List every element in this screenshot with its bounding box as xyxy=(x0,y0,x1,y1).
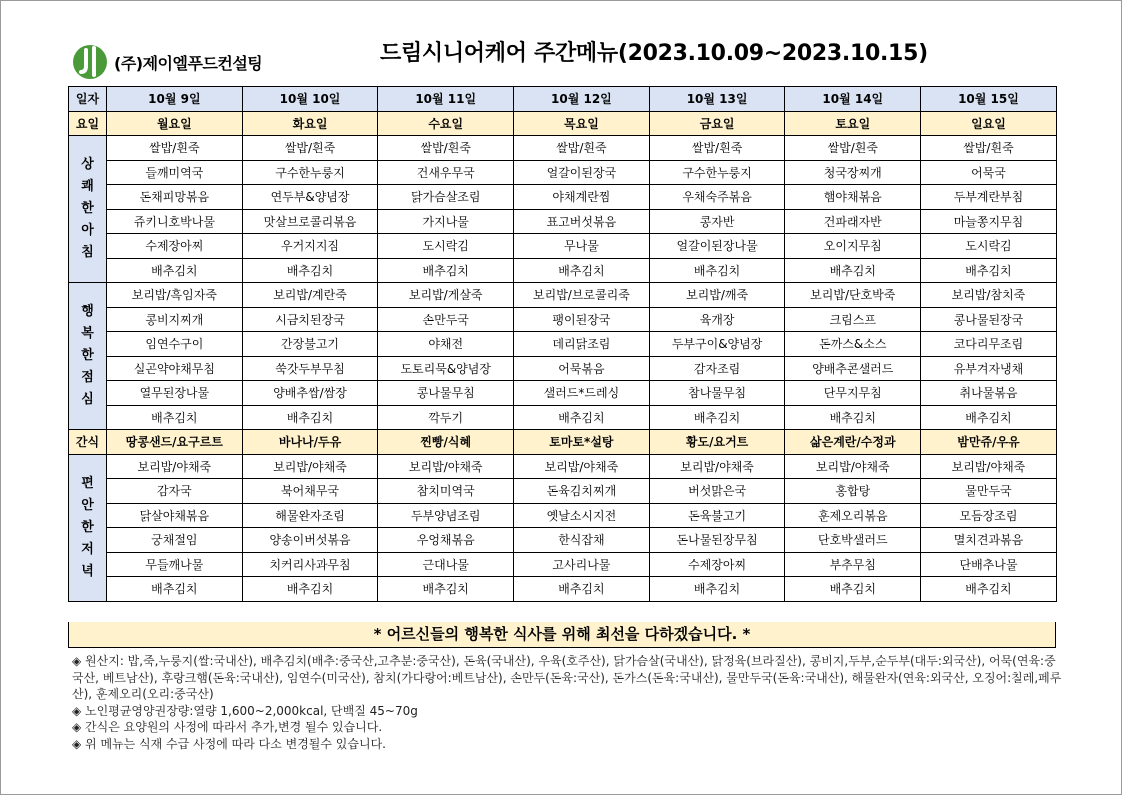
menu-item: 수제장아찌 xyxy=(649,552,785,577)
menu-item: 어묵볶음 xyxy=(514,356,650,381)
menu-item: 배추김치 xyxy=(107,577,243,602)
company-logo xyxy=(72,40,262,84)
menu-item: 임연수구이 xyxy=(107,332,243,357)
menu-item: 콩나물된장국 xyxy=(921,307,1057,332)
menu-item: 돈채피망볶음 xyxy=(107,185,243,210)
menu-item: 코다리무조림 xyxy=(921,332,1057,357)
snack-cell: 토마토*설탕 xyxy=(514,430,650,455)
menu-item: 배추김치 xyxy=(107,405,243,430)
meal-section-label-stack xyxy=(69,301,106,411)
day-cell: 수요일 xyxy=(378,111,514,136)
menu-item: 배추김치 xyxy=(785,405,921,430)
logo-mark-icon xyxy=(72,42,108,82)
menu-item: 크림스프 xyxy=(785,307,921,332)
day-cell: 토요일 xyxy=(785,111,921,136)
menu-item: 고사리나물 xyxy=(514,552,650,577)
menu-item: 양배추콘샐러드 xyxy=(785,356,921,381)
menu-item: 배추김치 xyxy=(649,577,785,602)
menu-item: 야채전 xyxy=(378,332,514,357)
menu-item: 닭살야채볶음 xyxy=(107,503,243,528)
meal-section-label-char: 쾌 xyxy=(81,179,94,194)
menu-item: 두부계란부침 xyxy=(921,185,1057,210)
meal-row xyxy=(69,258,1057,283)
menu-item: 쌀밥/흰죽 xyxy=(514,136,650,161)
menu-item: 쑥갓두부무침 xyxy=(242,356,378,381)
meal-section-label-char: 편 xyxy=(81,475,94,491)
menu-item: 쌀밥/흰죽 xyxy=(242,136,378,161)
menu-item: 배추김치 xyxy=(921,577,1057,602)
note-line: ◈ 위 메뉴는 식재 수급 사정에 따라 다소 변경될수 있습니다. xyxy=(72,736,386,751)
meal-section-label xyxy=(69,136,107,283)
snack-cell: 밤만쥬/우유 xyxy=(921,430,1057,455)
menu-item: 배추김치 xyxy=(378,577,514,602)
menu-item: 보리밥/야채죽 xyxy=(649,454,785,479)
menu-item: 훈제오리볶음 xyxy=(785,503,921,528)
menu-item: 보리밥/깨죽 xyxy=(649,283,785,308)
menu-item: 보리밥/참치죽 xyxy=(921,283,1057,308)
menu-item: 배추김치 xyxy=(514,577,650,602)
menu-item: 양송이버섯볶음 xyxy=(242,528,378,553)
menu-item: 쌀밥/흰죽 xyxy=(378,136,514,161)
menu-item: 마늘쫑지무침 xyxy=(921,209,1057,234)
day-row xyxy=(69,111,1057,136)
menu-item: 표고버섯볶음 xyxy=(514,209,650,234)
menu-item: 들깨미역국 xyxy=(107,160,243,185)
menu-item: 햄야채볶음 xyxy=(785,185,921,210)
menu-item: 홍합탕 xyxy=(785,479,921,504)
meal-row xyxy=(69,405,1057,430)
menu-item: 참나물무침 xyxy=(649,381,785,406)
menu-item: 간장불고기 xyxy=(242,332,378,357)
menu-item: 감자조림 xyxy=(649,356,785,381)
menu-item: 쌀밥/흰죽 xyxy=(921,136,1057,161)
meal-row xyxy=(69,185,1057,210)
menu-item: 해물완자조림 xyxy=(242,503,378,528)
menu-item: 보리밥/계란죽 xyxy=(242,283,378,308)
snack-cell: 바나나/두유 xyxy=(242,430,378,455)
menu-item: 콩비지찌개 xyxy=(107,307,243,332)
menu-item: 구수한누룽지 xyxy=(242,160,378,185)
menu-item: 무나물 xyxy=(514,234,650,259)
menu-item: 버섯맑은국 xyxy=(649,479,785,504)
menu-item: 샐러드*드레싱 xyxy=(514,381,650,406)
meal-section-label-stack xyxy=(69,154,106,264)
menu-item: 배추김치 xyxy=(921,405,1057,430)
menu-item: 배추김치 xyxy=(242,258,378,283)
meal-section-label-char: 한 xyxy=(81,519,94,535)
menu-item: 배추김치 xyxy=(242,577,378,602)
menu-item: 멸치견과볶음 xyxy=(921,528,1057,553)
meal-section-label-char: 녁 xyxy=(81,563,94,579)
meal-section-label-char: 심 xyxy=(81,392,94,407)
menu-item: 보리밥/단호박죽 xyxy=(785,283,921,308)
menu-item: 육개장 xyxy=(649,307,785,332)
menu-item: 도시락김 xyxy=(378,234,514,259)
meal-row xyxy=(69,209,1057,234)
logo-text: (주)제이엘푸드컨설팅 xyxy=(114,53,263,73)
menu-item: 배추김치 xyxy=(921,258,1057,283)
menu-item: 우엉채볶음 xyxy=(378,528,514,553)
date-row xyxy=(69,87,1057,112)
menu-item: 배추김치 xyxy=(242,405,378,430)
note-line: ◈ 원산지: 밥,죽,누룽지(쌀:국내산), 배추김치(배추:중국산,고추분:중국산), 돈육(국내산), 우육(호주산), 닭가슴살(국내산), 닭정육(브라질산), 콩비지,두부,순두부(대두:외국산), 어묵(연육:중국산, 베트남산), 후랑크햄(돈육:국내산), 임연수(미국산), 참치(가다랑어:베트남산), 손만두(돈육:국산), 돈가스(돈육:국내산), 물만두국(돈육:국내산), 해물완자(연육:외국산, 오징어:칠레,페루산), 훈제오리(오리:중국산) xyxy=(72,654,1062,701)
footer-message: * 어르신들의 행복한 식사를 위해 최선을 다하겠습니다. * xyxy=(68,622,1056,648)
menu-item: 부추무침 xyxy=(785,552,921,577)
menu-item: 보리밥/야채죽 xyxy=(921,454,1057,479)
meal-row xyxy=(69,528,1057,553)
menu-item: 물만두국 xyxy=(921,479,1057,504)
menu-item: 도토리묵&양념장 xyxy=(378,356,514,381)
menu-item: 단호박샐러드 xyxy=(785,528,921,553)
meal-section-label-char: 점 xyxy=(81,370,94,385)
meal-row xyxy=(69,160,1057,185)
menu-item: 배추김치 xyxy=(785,258,921,283)
menu-item: 단무지무침 xyxy=(785,381,921,406)
menu-item: 배추김치 xyxy=(649,258,785,283)
menu-item: 취나물볶음 xyxy=(921,381,1057,406)
date-cell: 10월 15일 xyxy=(921,87,1057,112)
menu-item: 야채계란찜 xyxy=(514,185,650,210)
menu-item: 깍두기 xyxy=(378,405,514,430)
meal-section-label-char: 한 xyxy=(81,348,94,363)
meal-section-label xyxy=(69,454,107,601)
menu-item: 쌀밥/흰죽 xyxy=(107,136,243,161)
day-cell: 목요일 xyxy=(514,111,650,136)
menu-item: 무들깨나물 xyxy=(107,552,243,577)
menu-item: 수제장아찌 xyxy=(107,234,243,259)
note-line: ◈ 노인평균영양권장량:열량 1,600~2,000kcal, 단백질 45~70g xyxy=(72,703,418,718)
meal-section-label xyxy=(69,283,107,430)
menu-item: 배추김치 xyxy=(785,577,921,602)
snack-cell: 찐빵/식혜 xyxy=(378,430,514,455)
menu-item: 보리밥/야채죽 xyxy=(514,454,650,479)
day-cell: 화요일 xyxy=(242,111,378,136)
menu-item: 보리밥/야채죽 xyxy=(785,454,921,479)
meal-row xyxy=(69,136,1057,161)
menu-item: 치커리사과무침 xyxy=(242,552,378,577)
menu-item: 옛날소시지전 xyxy=(514,503,650,528)
menu-item: 팽이된장국 xyxy=(514,307,650,332)
menu-item: 오이지무침 xyxy=(785,234,921,259)
menu-item: 구수한누룽지 xyxy=(649,160,785,185)
meal-section-label-char: 상 xyxy=(81,157,94,172)
menu-item: 열무된장나물 xyxy=(107,381,243,406)
menu-item: 콩자반 xyxy=(649,209,785,234)
page-title: 드림시니어케어 주간메뉴(2023.10.09~2023.10.15) xyxy=(380,41,928,66)
meal-row xyxy=(69,503,1057,528)
meal-section-label-stack xyxy=(69,473,106,583)
menu-item: 데리닭조림 xyxy=(514,332,650,357)
menu-item: 보리밥/야채죽 xyxy=(378,454,514,479)
menu-item: 모듬장조림 xyxy=(921,503,1057,528)
menu-item: 건새우무국 xyxy=(378,160,514,185)
menu-item: 두부구이&양념장 xyxy=(649,332,785,357)
date-cell: 10월 9일 xyxy=(107,87,243,112)
meal-row xyxy=(69,381,1057,406)
menu-item: 도시락김 xyxy=(921,234,1057,259)
meal-row xyxy=(69,332,1057,357)
menu-item: 돈나물된장무침 xyxy=(649,528,785,553)
menu-item: 보리밥/흑임자죽 xyxy=(107,283,243,308)
menu-item: 배추김치 xyxy=(107,258,243,283)
menu-item: 쌀밥/흰죽 xyxy=(785,136,921,161)
menu-item: 참치미역국 xyxy=(378,479,514,504)
day-cell: 일요일 xyxy=(921,111,1057,136)
meal-section-label-char: 아 xyxy=(81,223,94,238)
meal-row xyxy=(69,454,1057,479)
menu-item: 우거지지짐 xyxy=(242,234,378,259)
menu-item: 북어채무국 xyxy=(242,479,378,504)
meal-section-label-char: 안 xyxy=(81,497,94,513)
menu-item: 실곤약야채무침 xyxy=(107,356,243,381)
day-cell: 금요일 xyxy=(649,111,785,136)
menu-item: 맛살브로콜리볶음 xyxy=(242,209,378,234)
meal-section-label-char: 복 xyxy=(81,326,94,341)
menu-item: 얼갈이된장나물 xyxy=(649,234,785,259)
menu-item: 근대나물 xyxy=(378,552,514,577)
date-cell: 10월 14일 xyxy=(785,87,921,112)
date-cell: 10월 10일 xyxy=(242,87,378,112)
menu-item: 우채숙주볶음 xyxy=(649,185,785,210)
meal-row xyxy=(69,356,1057,381)
menu-item: 닭가슴살조림 xyxy=(378,185,514,210)
menu-item: 가지나물 xyxy=(378,209,514,234)
menu-item: 콩나물무침 xyxy=(378,381,514,406)
menu-item: 유부겨자냉채 xyxy=(921,356,1057,381)
menu-item: 쥬키니호박나물 xyxy=(107,209,243,234)
menu-item: 건파래자반 xyxy=(785,209,921,234)
date-cell: 10월 12일 xyxy=(514,87,650,112)
meal-row xyxy=(69,479,1057,504)
meal-row xyxy=(69,307,1057,332)
menu-item: 연두부&양념장 xyxy=(242,185,378,210)
menu-item: 보리밥/야채죽 xyxy=(242,454,378,479)
snack-cell: 황도/요거트 xyxy=(649,430,785,455)
snack-label: 간식 xyxy=(69,430,107,455)
menu-item: 어묵국 xyxy=(921,160,1057,185)
notes xyxy=(72,653,1062,752)
meal-row xyxy=(69,283,1057,308)
menu-item: 쌀밥/흰죽 xyxy=(649,136,785,161)
snack-cell: 삶은계란/수정과 xyxy=(785,430,921,455)
meal-section-label-char: 한 xyxy=(81,201,94,216)
day-label: 요일 xyxy=(69,111,107,136)
menu-item: 보리밥/게살죽 xyxy=(378,283,514,308)
snack-cell: 땅콩샌드/요구르트 xyxy=(107,430,243,455)
menu-item: 얼갈이된장국 xyxy=(514,160,650,185)
menu-item: 배추김치 xyxy=(514,405,650,430)
meal-row xyxy=(69,552,1057,577)
meal-section-label-char: 저 xyxy=(81,541,94,557)
menu-item: 양배추쌈/쌈장 xyxy=(242,381,378,406)
menu-item: 단배추나물 xyxy=(921,552,1057,577)
menu-item: 돈육불고기 xyxy=(649,503,785,528)
menu-item: 보리밥/브로콜리죽 xyxy=(514,283,650,308)
meal-section-label-char: 침 xyxy=(81,245,94,260)
weekly-menu-table xyxy=(68,86,1057,602)
snack-row xyxy=(69,430,1057,455)
menu-item: 손만두국 xyxy=(378,307,514,332)
menu-item: 배추김치 xyxy=(514,258,650,283)
menu-item: 보리밥/야채죽 xyxy=(107,454,243,479)
day-cell: 월요일 xyxy=(107,111,243,136)
note-line: ◈ 간식은 요양원의 사정에 따라서 추가,변경 될수 있습니다. xyxy=(72,720,383,734)
meal-row xyxy=(69,577,1057,602)
date-label: 일자 xyxy=(69,87,107,112)
menu-item: 돈까스&소스 xyxy=(785,332,921,357)
menu-item: 궁채절임 xyxy=(107,528,243,553)
meal-row xyxy=(69,234,1057,259)
menu-item: 두부양념조림 xyxy=(378,503,514,528)
menu-item: 한식잡채 xyxy=(514,528,650,553)
menu-item: 배추김치 xyxy=(649,405,785,430)
menu-item: 청국장찌개 xyxy=(785,160,921,185)
menu-item: 감자국 xyxy=(107,479,243,504)
menu-item: 배추김치 xyxy=(378,258,514,283)
menu-item: 돈육김치찌개 xyxy=(514,479,650,504)
date-cell: 10월 13일 xyxy=(649,87,785,112)
meal-section-label-char: 행 xyxy=(81,304,94,319)
date-cell: 10월 11일 xyxy=(378,87,514,112)
menu-item: 시금치된장국 xyxy=(242,307,378,332)
